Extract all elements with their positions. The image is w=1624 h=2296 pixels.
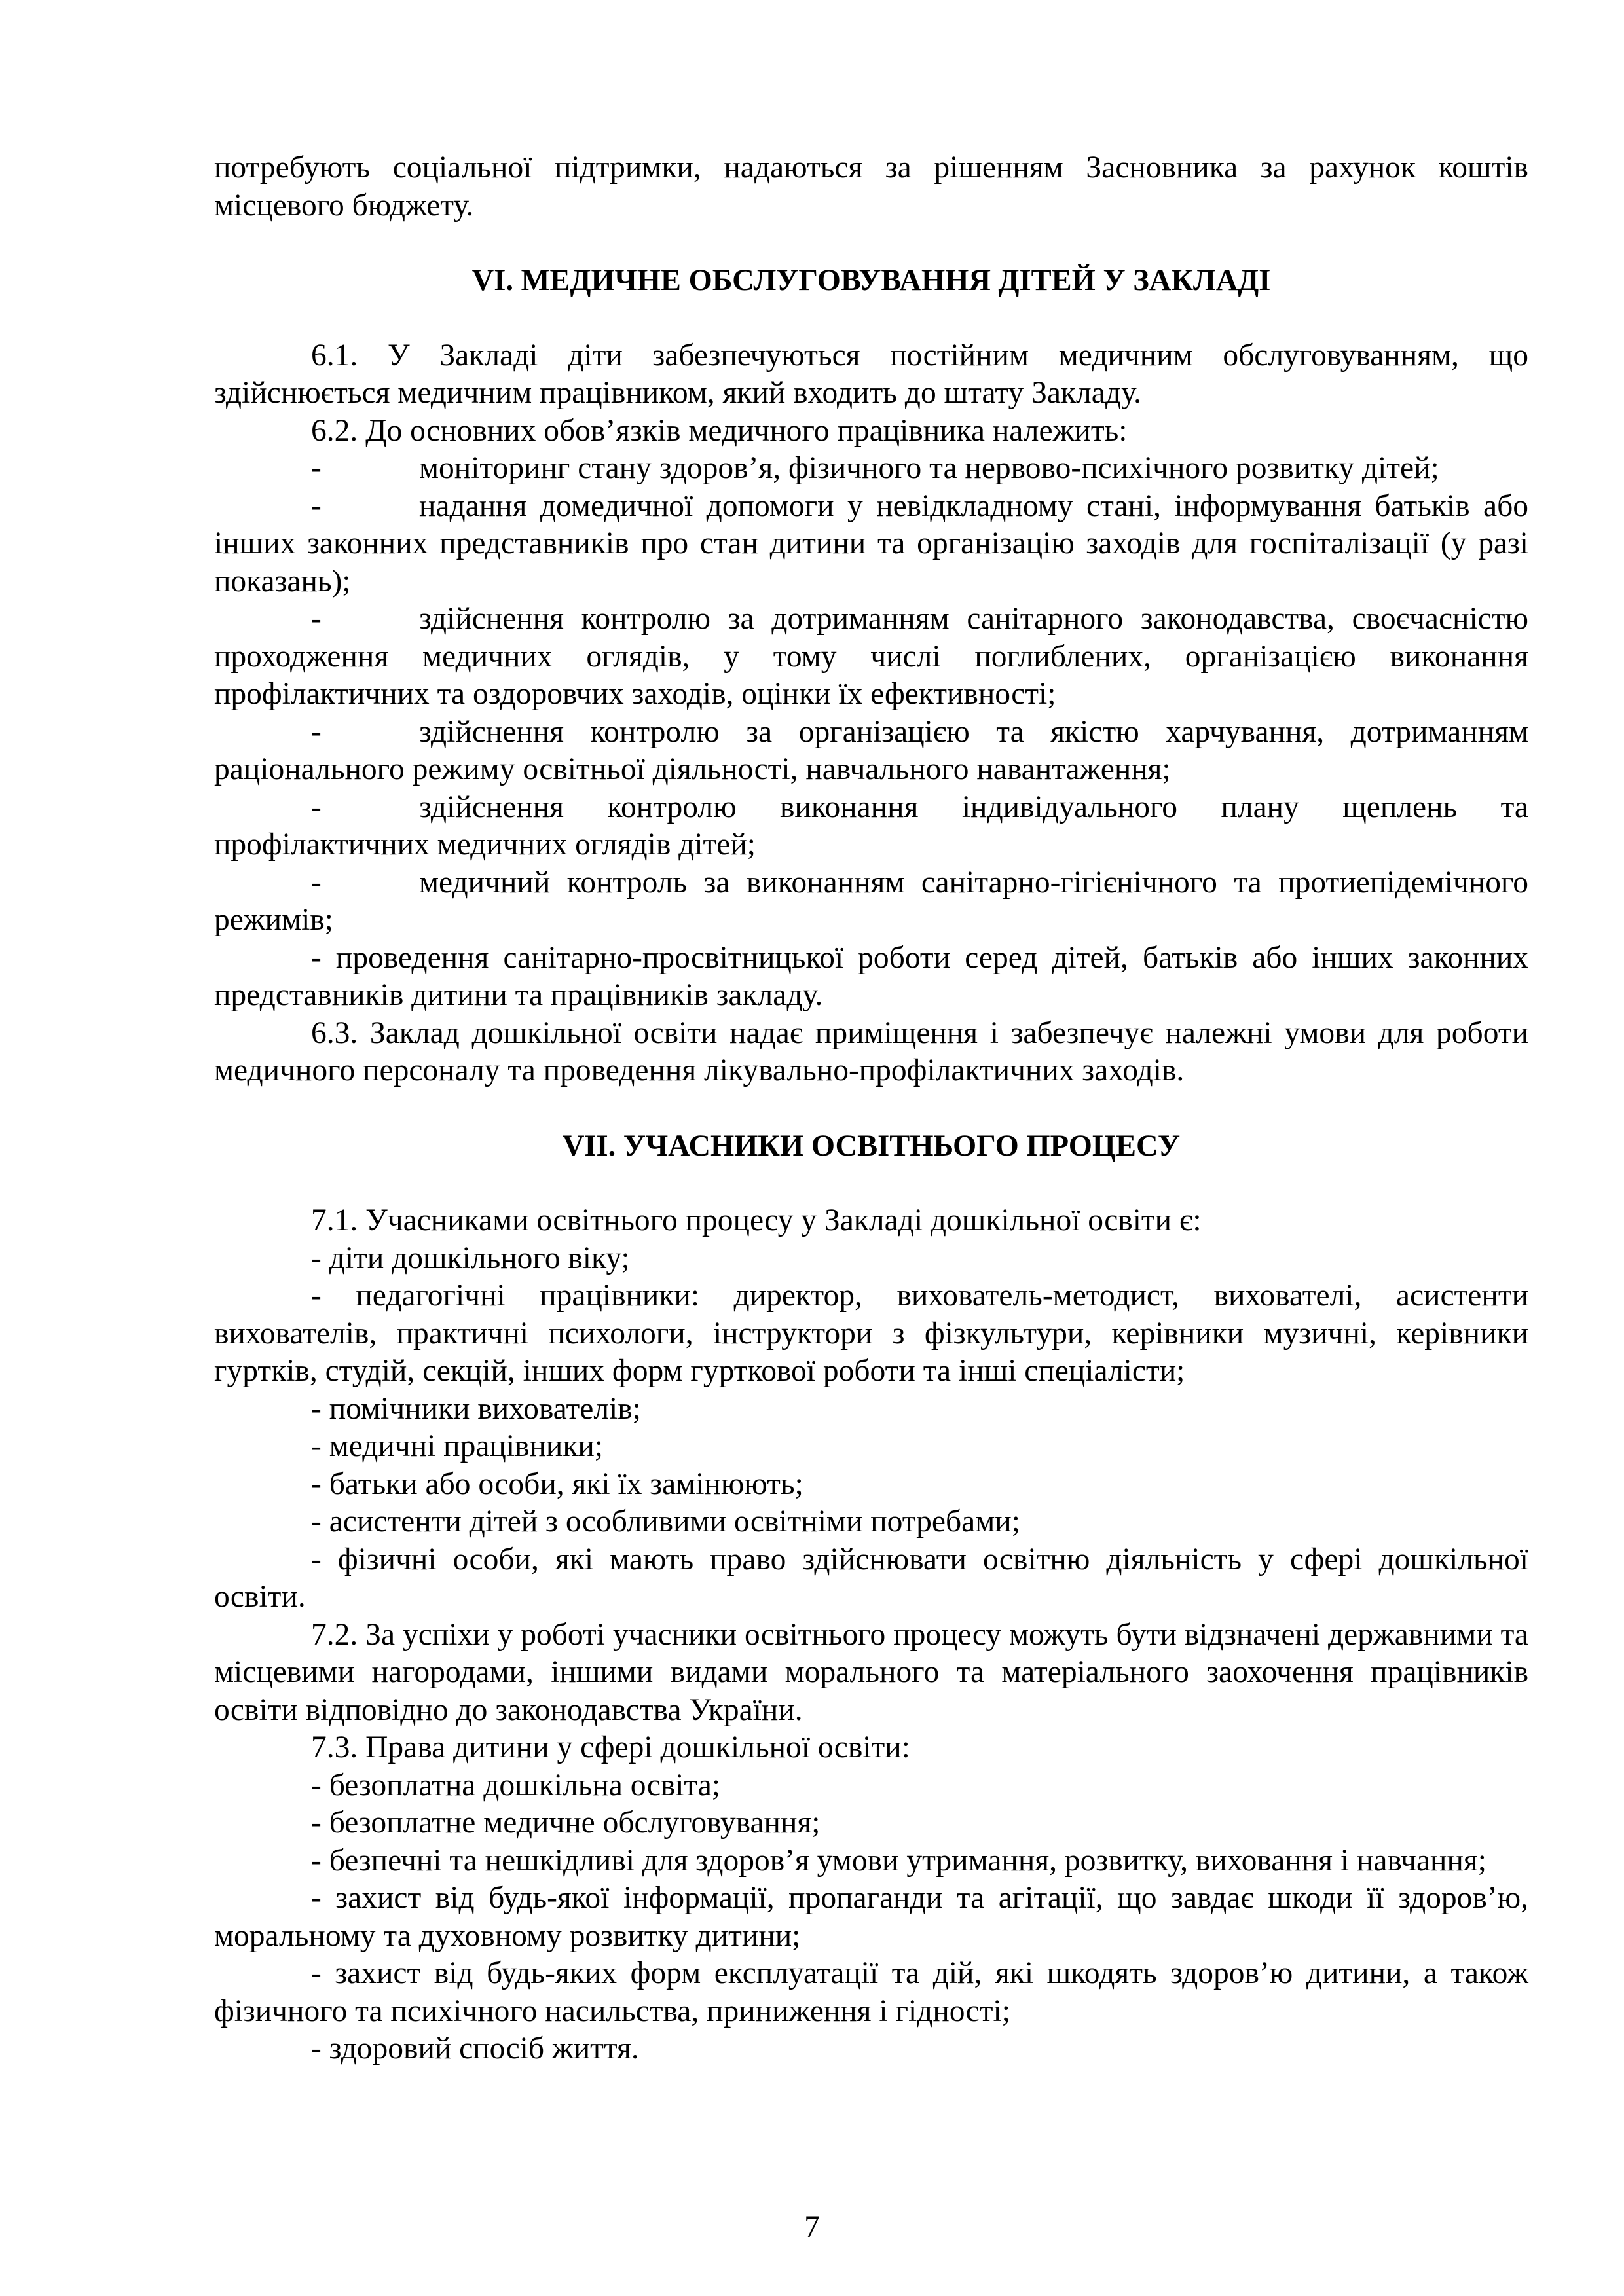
clause-7-2: 7.2. За успіхи у роботі учасники освітнього процесу можуть бути відзначені державними та місцевими нагородами, іншими видами морального та матеріального заохочення працівників освіти відповідно до законодавства України. <box>214 1617 1528 1727</box>
list-dash: - <box>311 451 322 485</box>
participant-item: - батьки або особи, які їх замінюють; <box>311 1467 803 1501</box>
right-item: - безоплатна дошкільна освіта; <box>311 1768 721 1802</box>
duty-item <box>214 488 1528 601</box>
duty-text: здійснення контролю виконання індивідуального плану щеплень та профілактичних медичних оглядів дітей; <box>214 790 1528 862</box>
page-number: 7 <box>804 2210 820 2244</box>
duty-text: здійснення контролю за дотриманням санітарного законодавства, своєчасністю проходження медичних оглядів, у тому числі поглиблених, організацією виконання профілактичних та оздоровчих заходів, оцінки їх ефективності; <box>214 602 1528 711</box>
section-7-heading: VII. УЧАСНИКИ ОСВІТНЬОГО ПРОЦЕСУ <box>562 1129 1181 1163</box>
duty-text: здійснення контролю за організацією та якістю харчування, дотриманням раціонального режиму освітньої діяльності, навчального навантаження; <box>214 714 1528 786</box>
right-item: - захист від будь-яких форм експлуатації та дій, які шкодять здоров’ю дитини, а також фізичного та психічного насильства, приниження і гідності; <box>214 1956 1528 2028</box>
participant-item: - педагогічні працівники: директор, вихователь-методист, вихователі, асистенти вихователів, практичні психологи, інструктори з фізкультури, керівники музичні, керівники гуртків, студій, секцій, інших форм гурткової роботи та інші спеціалісти; <box>214 1279 1528 1388</box>
clause-7-1: 7.1. Учасниками освітнього процесу у Закладі дошкільної освіти є: <box>311 1203 1202 1237</box>
clause-6-3: 6.3. Заклад дошкільної освіти надає приміщення і забезпечує належні умови для роботи медичного персоналу та проведення лікувально-профілактичних заходів. <box>214 1015 1528 1087</box>
duty-item <box>214 864 1528 939</box>
participant-item: - помічники вихователів; <box>311 1391 641 1426</box>
document-body <box>214 149 1528 2068</box>
right-item: - безпечні та нешкідливі для здоров’я умови утримання, розвитку, виховання і навчання; <box>311 1843 1486 1878</box>
list-dash: - <box>311 488 322 523</box>
duty-text: надання домедичної допомоги у невідкладному стані, інформування батьків або інших законних представників про стан дитини та організацію заходів для госпіталізації (у разі показань); <box>214 488 1528 598</box>
participant-item: - діти дошкільного віку; <box>311 1241 630 1275</box>
clause-6-2: 6.2. До основних обов’язків медичного працівника належить: <box>311 413 1128 448</box>
duty-text: моніторинг стану здоров’я, фізичного та нервово-психічного розвитку дітей; <box>419 451 1439 485</box>
list-dash: - <box>311 602 322 636</box>
list-dash: - <box>311 790 322 824</box>
intro-paragraph: потребують соціальної підтримки, надаються за рішенням Засновника за рахунок коштів місцевого бюджету. <box>214 151 1528 223</box>
duty-text: медичний контроль за виконанням санітарно-гігієнічного та протиепідемічного режимів; <box>214 865 1528 937</box>
duty-item <box>214 789 1528 864</box>
clause-6-1: 6.1. У Закладі діти забезпечуються постійним медичним обслуговуванням, що здійснюється медичним працівником, який входить до штату Закладу. <box>214 338 1528 410</box>
right-item: - безоплатне медичне обслуговування; <box>311 1806 821 1840</box>
duty-item <box>214 600 1528 714</box>
section-6-heading: VI. МЕДИЧНЕ ОБСЛУГОВУВАННЯ ДІТЕЙ У ЗАКЛАДІ <box>471 264 1271 297</box>
participant-item: - фізичні особи, які мають право здійснювати освітню діяльність у сфері дошкільної освіти. <box>214 1542 1528 1614</box>
list-dash: - <box>311 714 322 749</box>
participant-item: - медичні працівники; <box>311 1429 604 1463</box>
participant-item: - асистенти дітей з особливими освітніми потребами; <box>311 1504 1020 1539</box>
right-item: - здоровий спосіб життя. <box>311 2032 639 2066</box>
duty-item <box>214 450 1528 488</box>
duty-item-last: - проведення санітарно-просвітницької роботи серед дітей, батьків або інших законних представників дитини та працівників закладу. <box>214 940 1528 1012</box>
list-dash: - <box>311 865 322 900</box>
clause-7-3: 7.3. Права дитини у сфері дошкільної освіти: <box>311 1730 910 1764</box>
duty-item <box>214 714 1528 789</box>
right-item: - захист від будь-якої інформації, пропаганди та агітації, що завдає шкоди її здоров’ю, моральному та духовному розвитку дитини; <box>214 1881 1528 1953</box>
